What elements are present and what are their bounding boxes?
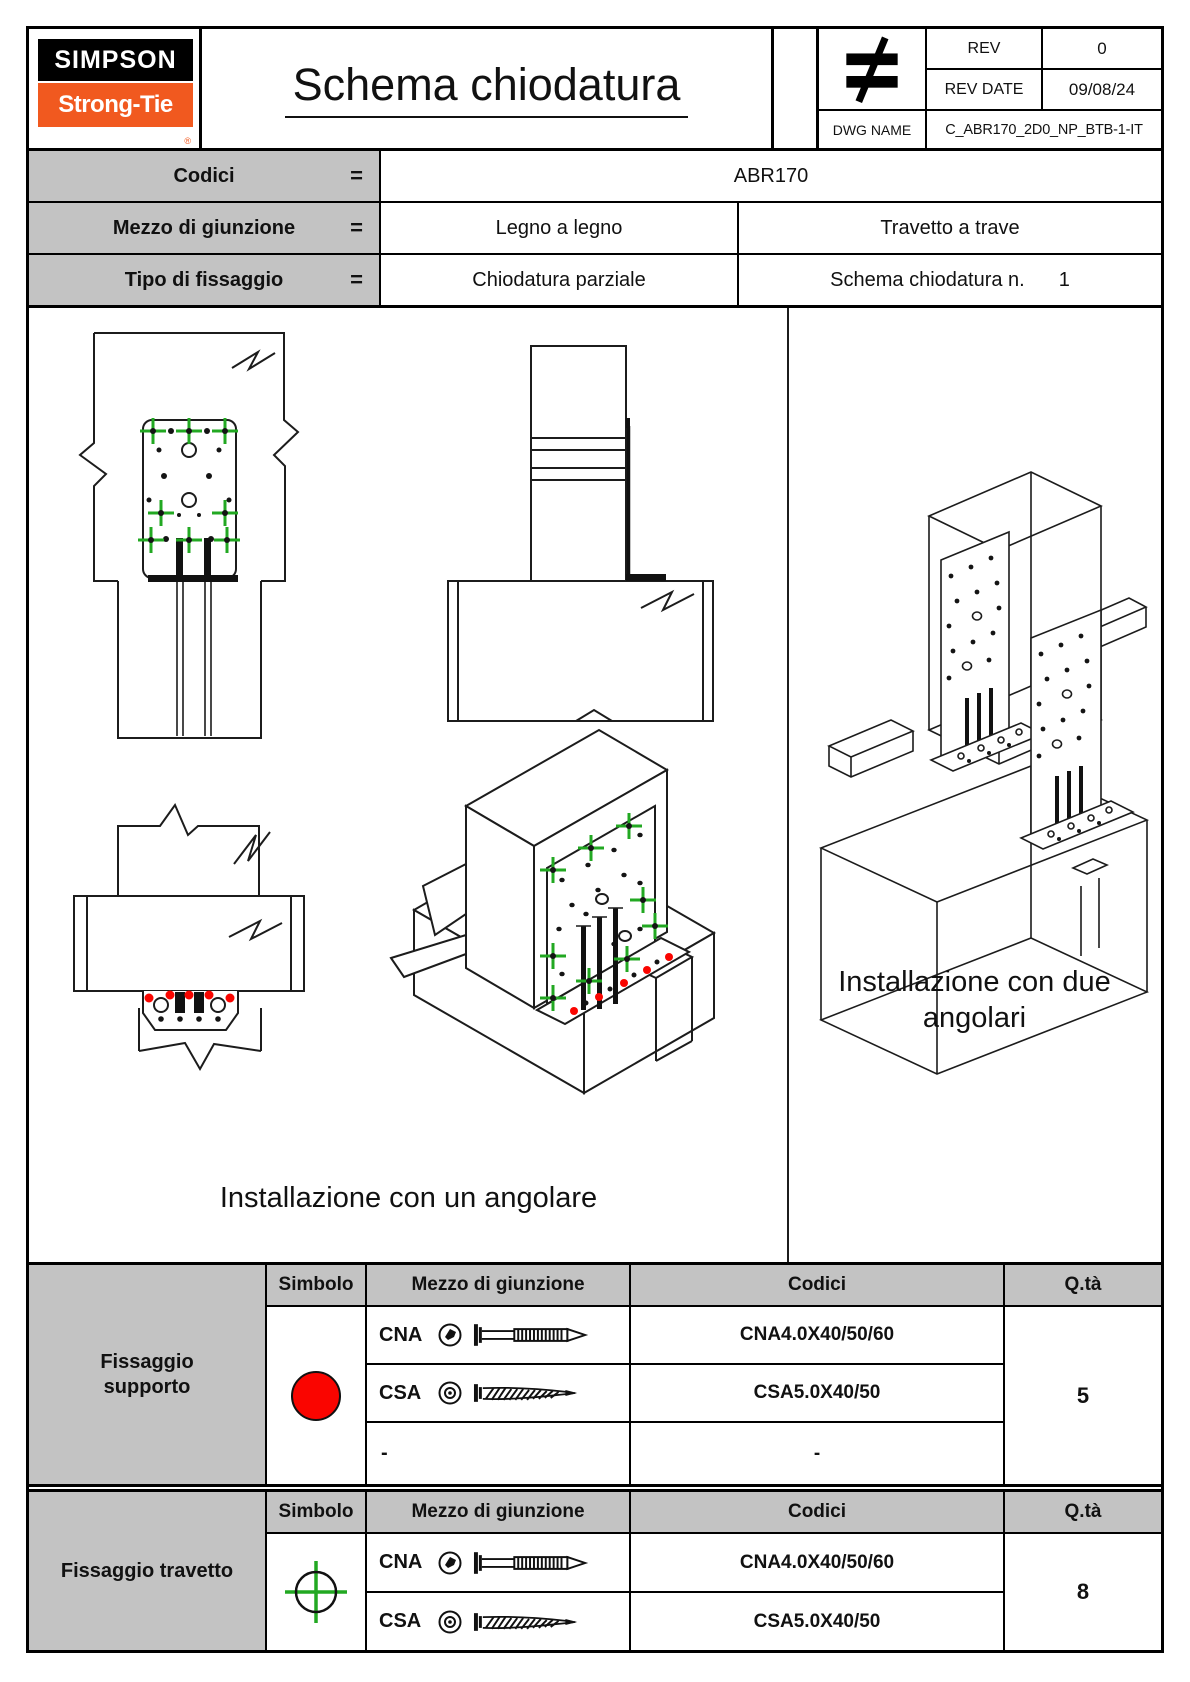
fastener-name: CSA — [379, 1610, 422, 1632]
codes-header: Codici — [631, 1492, 1003, 1532]
joist-fixing-table — [29, 1492, 1161, 1650]
schema-number-label: Schema chiodatura n. — [830, 268, 1025, 291]
equals-sign: = — [350, 267, 363, 292]
support-fixing-table — [29, 1265, 1161, 1484]
break-symbol — [641, 592, 694, 610]
cna-code: CNA4.0X40/50/60 — [631, 1307, 1003, 1363]
not-equal-icon — [819, 29, 925, 109]
qty-header: Q.tà — [1005, 1265, 1161, 1305]
rev-label: REV — [927, 29, 1041, 68]
schema-number-value: 1 — [1058, 268, 1070, 291]
title-cell — [202, 29, 774, 148]
rev-value: 0 — [1043, 29, 1161, 68]
screw-icon — [473, 1379, 591, 1407]
ring-nail-icon — [473, 1549, 591, 1577]
table-separator — [29, 1484, 1161, 1492]
joist-symbol-cell — [267, 1534, 365, 1650]
tipo-label: Tipo di fissaggio — [124, 268, 284, 291]
csa-head-icon — [437, 1609, 463, 1635]
codes-header: Codici — [631, 1265, 1003, 1305]
fastener-name: CNA — [379, 1551, 423, 1573]
fastener-dash-cell: - — [367, 1423, 629, 1484]
technical-drawing — [29, 308, 1161, 1262]
symbol-header: Simbolo — [267, 1265, 365, 1305]
red-circle-symbol — [291, 1371, 341, 1421]
side-view-drawing — [448, 346, 713, 721]
isometric-single-bracket-drawing — [391, 730, 714, 1093]
cna-code: CNA4.0X40/50/60 — [631, 1534, 1003, 1591]
break-symbol — [232, 352, 275, 369]
rev-date-label: REV DATE — [927, 70, 1041, 109]
csa-code: CSA5.0X40/50 — [631, 1593, 1003, 1650]
joist-fixing-label: Fissaggio travetto — [29, 1492, 265, 1650]
qty-header: Q.tà — [1005, 1492, 1161, 1532]
equals-sign: = — [350, 215, 363, 240]
support-symbol-cell — [267, 1307, 365, 1484]
rev-date-value: 09/08/24 — [1043, 70, 1161, 109]
break-symbol — [234, 832, 270, 864]
support-qty-value: 5 — [1005, 1307, 1161, 1484]
tipo-label-cell — [29, 255, 381, 305]
page-title: Schema chiodatura — [285, 59, 689, 118]
sheet-frame — [26, 26, 1164, 1653]
caption-single-bracket: Installazione con un angolare — [219, 1182, 598, 1214]
mezzo-label-cell — [29, 203, 381, 253]
fastener-name: CNA — [379, 1323, 423, 1346]
fastener-cna-cell — [367, 1307, 629, 1363]
ring-nail-icon — [473, 1321, 591, 1349]
codici-label-cell — [29, 151, 381, 201]
logo-simpson: SIMPSON — [38, 39, 193, 81]
mezzo-value-2: Travetto a trave — [880, 216, 1020, 239]
dwg-name-label: DWG NAME — [819, 111, 925, 148]
codici-value: ABR170 — [733, 164, 809, 187]
green-crosshair-symbol — [283, 1559, 349, 1625]
symbol-header: Simbolo — [267, 1492, 365, 1532]
mezzo-label: Mezzo di giunzione — [112, 216, 296, 239]
tipo-value-1: Chiodatura parziale — [381, 255, 739, 305]
tipo-value-2 — [739, 255, 1161, 305]
drawing-area — [29, 308, 1161, 1265]
header-spacer — [774, 29, 816, 148]
bottom-view-drawing — [74, 805, 304, 1069]
cna-head-icon — [437, 1322, 463, 1348]
equals-sign: = — [350, 163, 363, 188]
fastener-header: Mezzo di giunzione — [367, 1492, 629, 1532]
fastener-csa-cell — [367, 1593, 629, 1650]
sheet-header — [29, 29, 1161, 151]
info-row-mezzo — [29, 203, 1161, 255]
support-fixing-label: Fissaggio supporto — [29, 1265, 265, 1484]
dwg-name-value: C_ABR170_2D0_NP_BTB-1-IT — [927, 111, 1161, 148]
simpson-strongtie-logo — [29, 29, 202, 148]
csa-head-icon — [437, 1380, 463, 1406]
info-row-tipo — [29, 255, 1161, 305]
codici-label: Codici — [173, 164, 235, 187]
cna-head-icon — [437, 1550, 463, 1576]
fastener-cna-cell — [367, 1534, 629, 1591]
fastener-name: CSA — [379, 1381, 422, 1404]
fastener-csa-cell — [367, 1365, 629, 1421]
info-row-codici — [29, 151, 1161, 203]
joist-qty-value: 8 — [1005, 1534, 1161, 1650]
fastener-header: Mezzo di giunzione — [367, 1265, 629, 1305]
caption-double-bracket: Installazione con due angolari — [838, 966, 1111, 1035]
csa-code: CSA5.0X40/50 — [631, 1365, 1003, 1421]
logo-strongtie: Strong-Tie — [38, 83, 193, 127]
front-view-drawing — [80, 333, 298, 738]
mezzo-value-1: Legno a legno — [381, 203, 739, 253]
screw-icon — [473, 1608, 591, 1636]
dash-code: - — [631, 1423, 1003, 1484]
revision-table — [816, 29, 1161, 148]
registered-mark: ® — [184, 136, 191, 146]
info-table — [29, 151, 1161, 308]
